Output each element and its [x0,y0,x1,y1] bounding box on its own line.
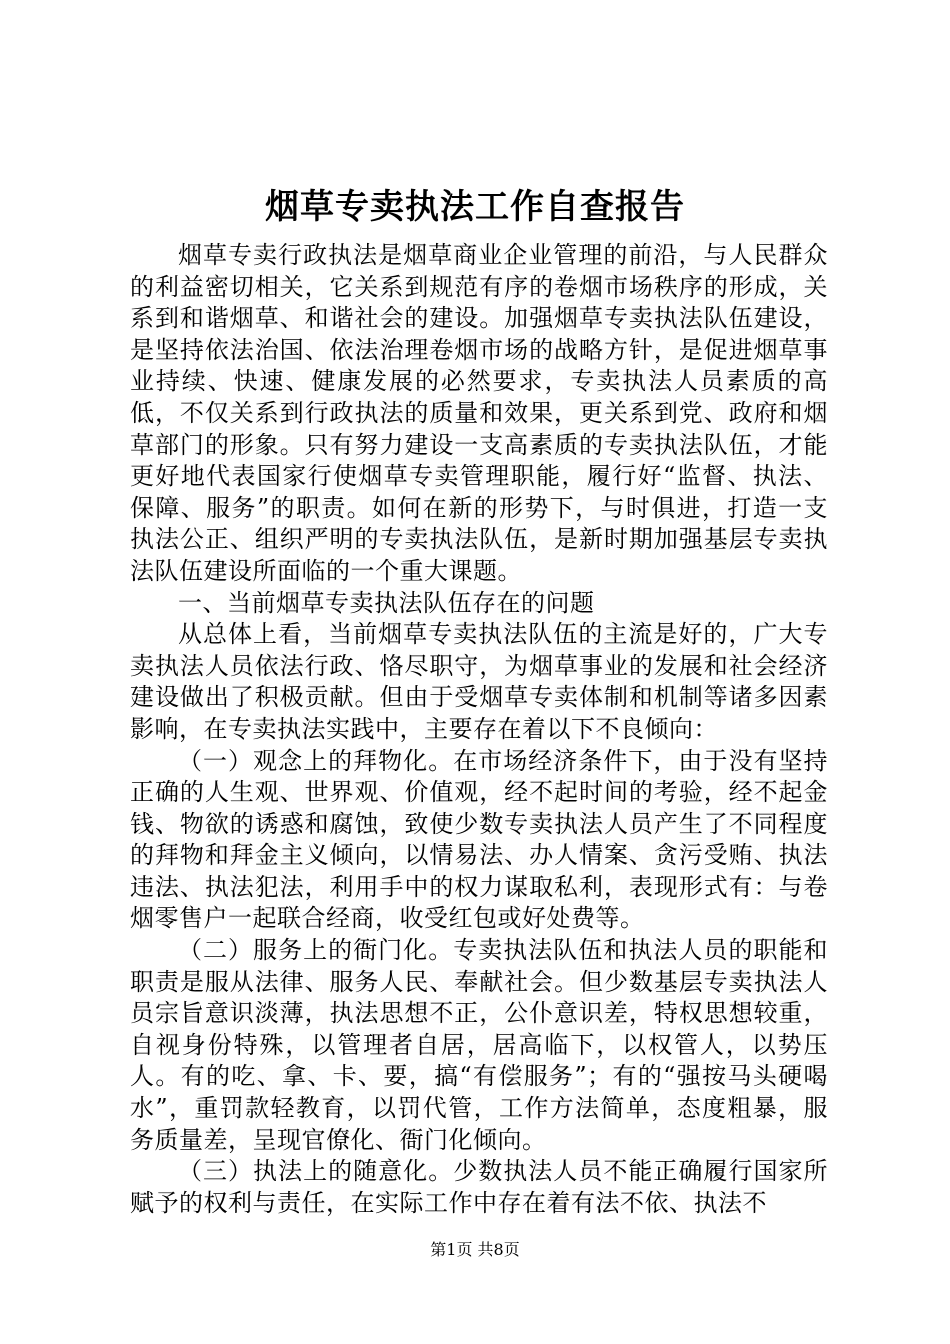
page-footer: 第1页 共8页 [430,1240,520,1259]
document-body [130,240,828,1219]
document-title: 烟草专卖执法工作自查报告 [265,187,685,227]
paragraph-item-2: （二）服务上的衙门化。专卖执法队伍和执法人员的职能和职责是服从法律、服务人民、奉献社会。但少数基层专卖执法人员宗旨意识淡薄，执法思想不正，公仆意识差，特权思想较重，自视身份特殊，以管理者自居，居高临下，以权管人，以势压人。有的吃、拿、卡、要，搞“有偿服务”；有的“强按马头硬喝水”，重罚款轻教育，以罚代管，工作方法简单，态度粗暴，服务质量差，呈现官僚化、衙门化倾向。 [130,936,828,1154]
paragraph-overview: 从总体上看，当前烟草专卖执法队伍的主流是好的，广大专卖执法人员依法行政、恪尽职守，为烟草事业的发展和社会经济建设做出了积极贡献。但由于受烟草专卖体制和机制等诸多因素影响，在专卖执法实践中，主要存在着以下不良倾向： [130,620,828,743]
section-heading-1: 一、当前烟草专卖执法队伍存在的问题 [178,588,595,617]
paragraph-item-1: （一）观念上的拜物化。在市场经济条件下，由于没有坚持正确的人生观、世界观、价值观，经不起时间的考验，经不起金钱、物欲的诱惑和腐蚀，致使少数专卖执法人员产生了不同程度的拜物和拜金主义倾向，以情易法、办人情案、贪污受贿、执法违法、执法犯法，利用手中的权力谋取私利，表现形式有：与卷烟零售户一起联合经商，收受红包或好处费等。 [130,746,828,933]
paragraph-item-3: （三）执法上的随意化。少数执法人员不能正确履行国家所赋予的权利与责任，在实际工作中存在着有法不依、执法不 [130,1157,828,1217]
paragraph-intro: 烟草专卖行政执法是烟草商业企业管理的前沿，与人民群众的利益密切相关，它关系到规范有序的卷烟市场秩序的形成，关系到和谐烟草、和谐社会的建设。加强烟草专卖执法队伍建设，是坚持依法治国、依法治理卷烟市场的战略方针，是促进烟草事业持续、快速、健康发展的必然要求，专卖执法人员素质的高低，不仅关系到行政执法的质量和效果，更关系到党、政府和烟草部门的形象。只有努力建设一支高素质的专卖执法队伍，才能更好地代表国家行使烟草专卖管理职能，履行好“监督、执法、保障、服务”的职责。如何在新的形势下，与时俱进，打造一支执法公正、组织严明的专卖执法队伍，是新时期加强基层专卖执法队伍建设所面临的一个重大课题。 [130,241,828,585]
